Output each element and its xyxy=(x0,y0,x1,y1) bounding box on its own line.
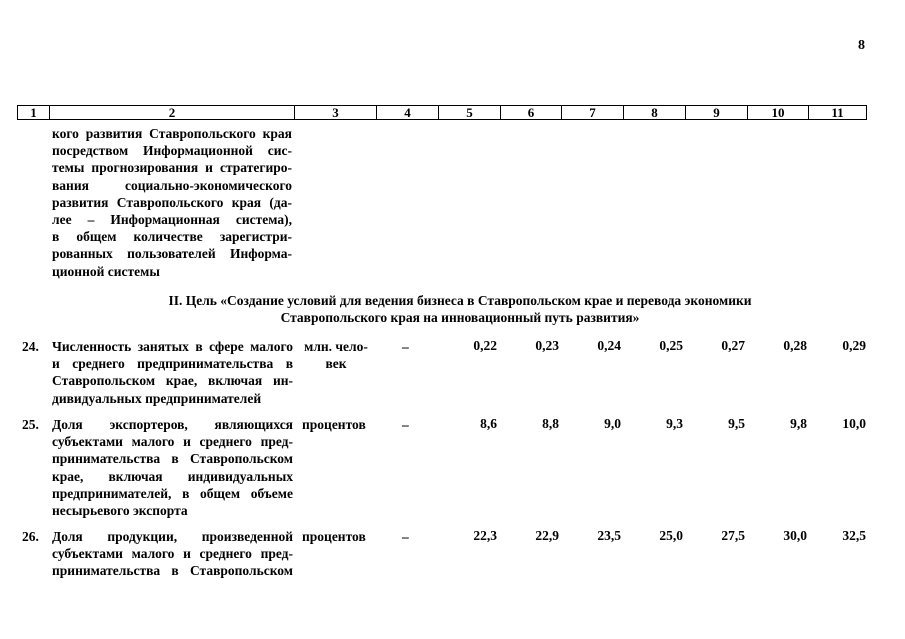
row-value: 9,0 xyxy=(604,416,621,431)
row-value: 22,9 xyxy=(535,528,559,543)
page-number: 8 xyxy=(858,38,865,53)
row-number: 26. xyxy=(22,529,39,544)
header-col-9: 9 xyxy=(713,105,720,120)
row-value: 23,5 xyxy=(597,528,621,543)
row-description: Доля экспортеров, являющихся субъектами малого и среднего пред- принимательства в Ставропольском крае, включая индивидуальных предпринимателей, в общем объеме несырьевого экспорта xyxy=(52,417,293,519)
row-value: 27,5 xyxy=(721,528,745,543)
header-col-1: 1 xyxy=(30,105,37,120)
row-value: 0,28 xyxy=(783,338,807,353)
row-value: 9,8 xyxy=(790,416,807,431)
header-col-10: 10 xyxy=(771,105,785,120)
row-value: 32,5 xyxy=(842,528,866,543)
row-unit: процентов xyxy=(302,529,366,544)
row-description: Доля продукции, произведенной субъектами малого и среднего пред- принимательства в Ставропольском xyxy=(52,529,293,579)
row-base-value: – xyxy=(402,417,409,432)
row-description: Численность занятых в сфере малого и среднего предпринимательства в Ставропольском крае, включая ин- дивидуальных предпринимателей xyxy=(52,339,293,406)
row-value: 22,3 xyxy=(473,528,497,543)
header-col-11: 11 xyxy=(831,105,844,120)
table-header-row xyxy=(17,105,867,120)
header-col-5: 5 xyxy=(466,105,473,120)
header-col-3: 3 xyxy=(332,105,339,120)
row-value: 0,25 xyxy=(659,338,683,353)
row-value: 8,8 xyxy=(542,416,559,431)
row-unit: млн. чело- век xyxy=(304,339,368,372)
row-value: 8,6 xyxy=(480,416,497,431)
row-value: 0,27 xyxy=(721,338,745,353)
header-col-4: 4 xyxy=(404,105,411,120)
row-value: 0,29 xyxy=(842,338,866,353)
row-base-value: – xyxy=(402,529,409,544)
row-number: 25. xyxy=(22,417,39,432)
header-col-2: 2 xyxy=(168,105,176,120)
row-value: 0,23 xyxy=(535,338,559,353)
header-col-6: 6 xyxy=(527,105,535,120)
row-number: 24. xyxy=(22,339,39,354)
row-base-value: – xyxy=(402,339,409,354)
row-value: 30,0 xyxy=(783,528,807,543)
section-title: II. Цель «Создание условий для ведения бизнеса в Ставропольском крае и перевода экономики Ставропольского края на инновационный путь развития» xyxy=(168,293,752,325)
row-unit: процентов xyxy=(302,417,366,432)
row-value: 9,3 xyxy=(666,416,683,431)
row-value: 9,5 xyxy=(728,416,745,431)
row-value: 10,0 xyxy=(842,416,866,431)
row-value: 25,0 xyxy=(659,528,683,543)
continuation-description: кого развития Ставропольского края посредством Информационной сис- темы прогнозирования и стратегиро- вания социально-экономического развития Ставропольского края (да- лее – Информационная система), в общем количестве зарегистри- рованных пользователей Информа- ционной системы xyxy=(52,126,292,279)
row-value: 0,22 xyxy=(473,338,497,353)
row-value: 0,24 xyxy=(597,338,621,353)
header-col-7: 7 xyxy=(589,105,596,120)
header-col-8: 8 xyxy=(651,105,658,120)
